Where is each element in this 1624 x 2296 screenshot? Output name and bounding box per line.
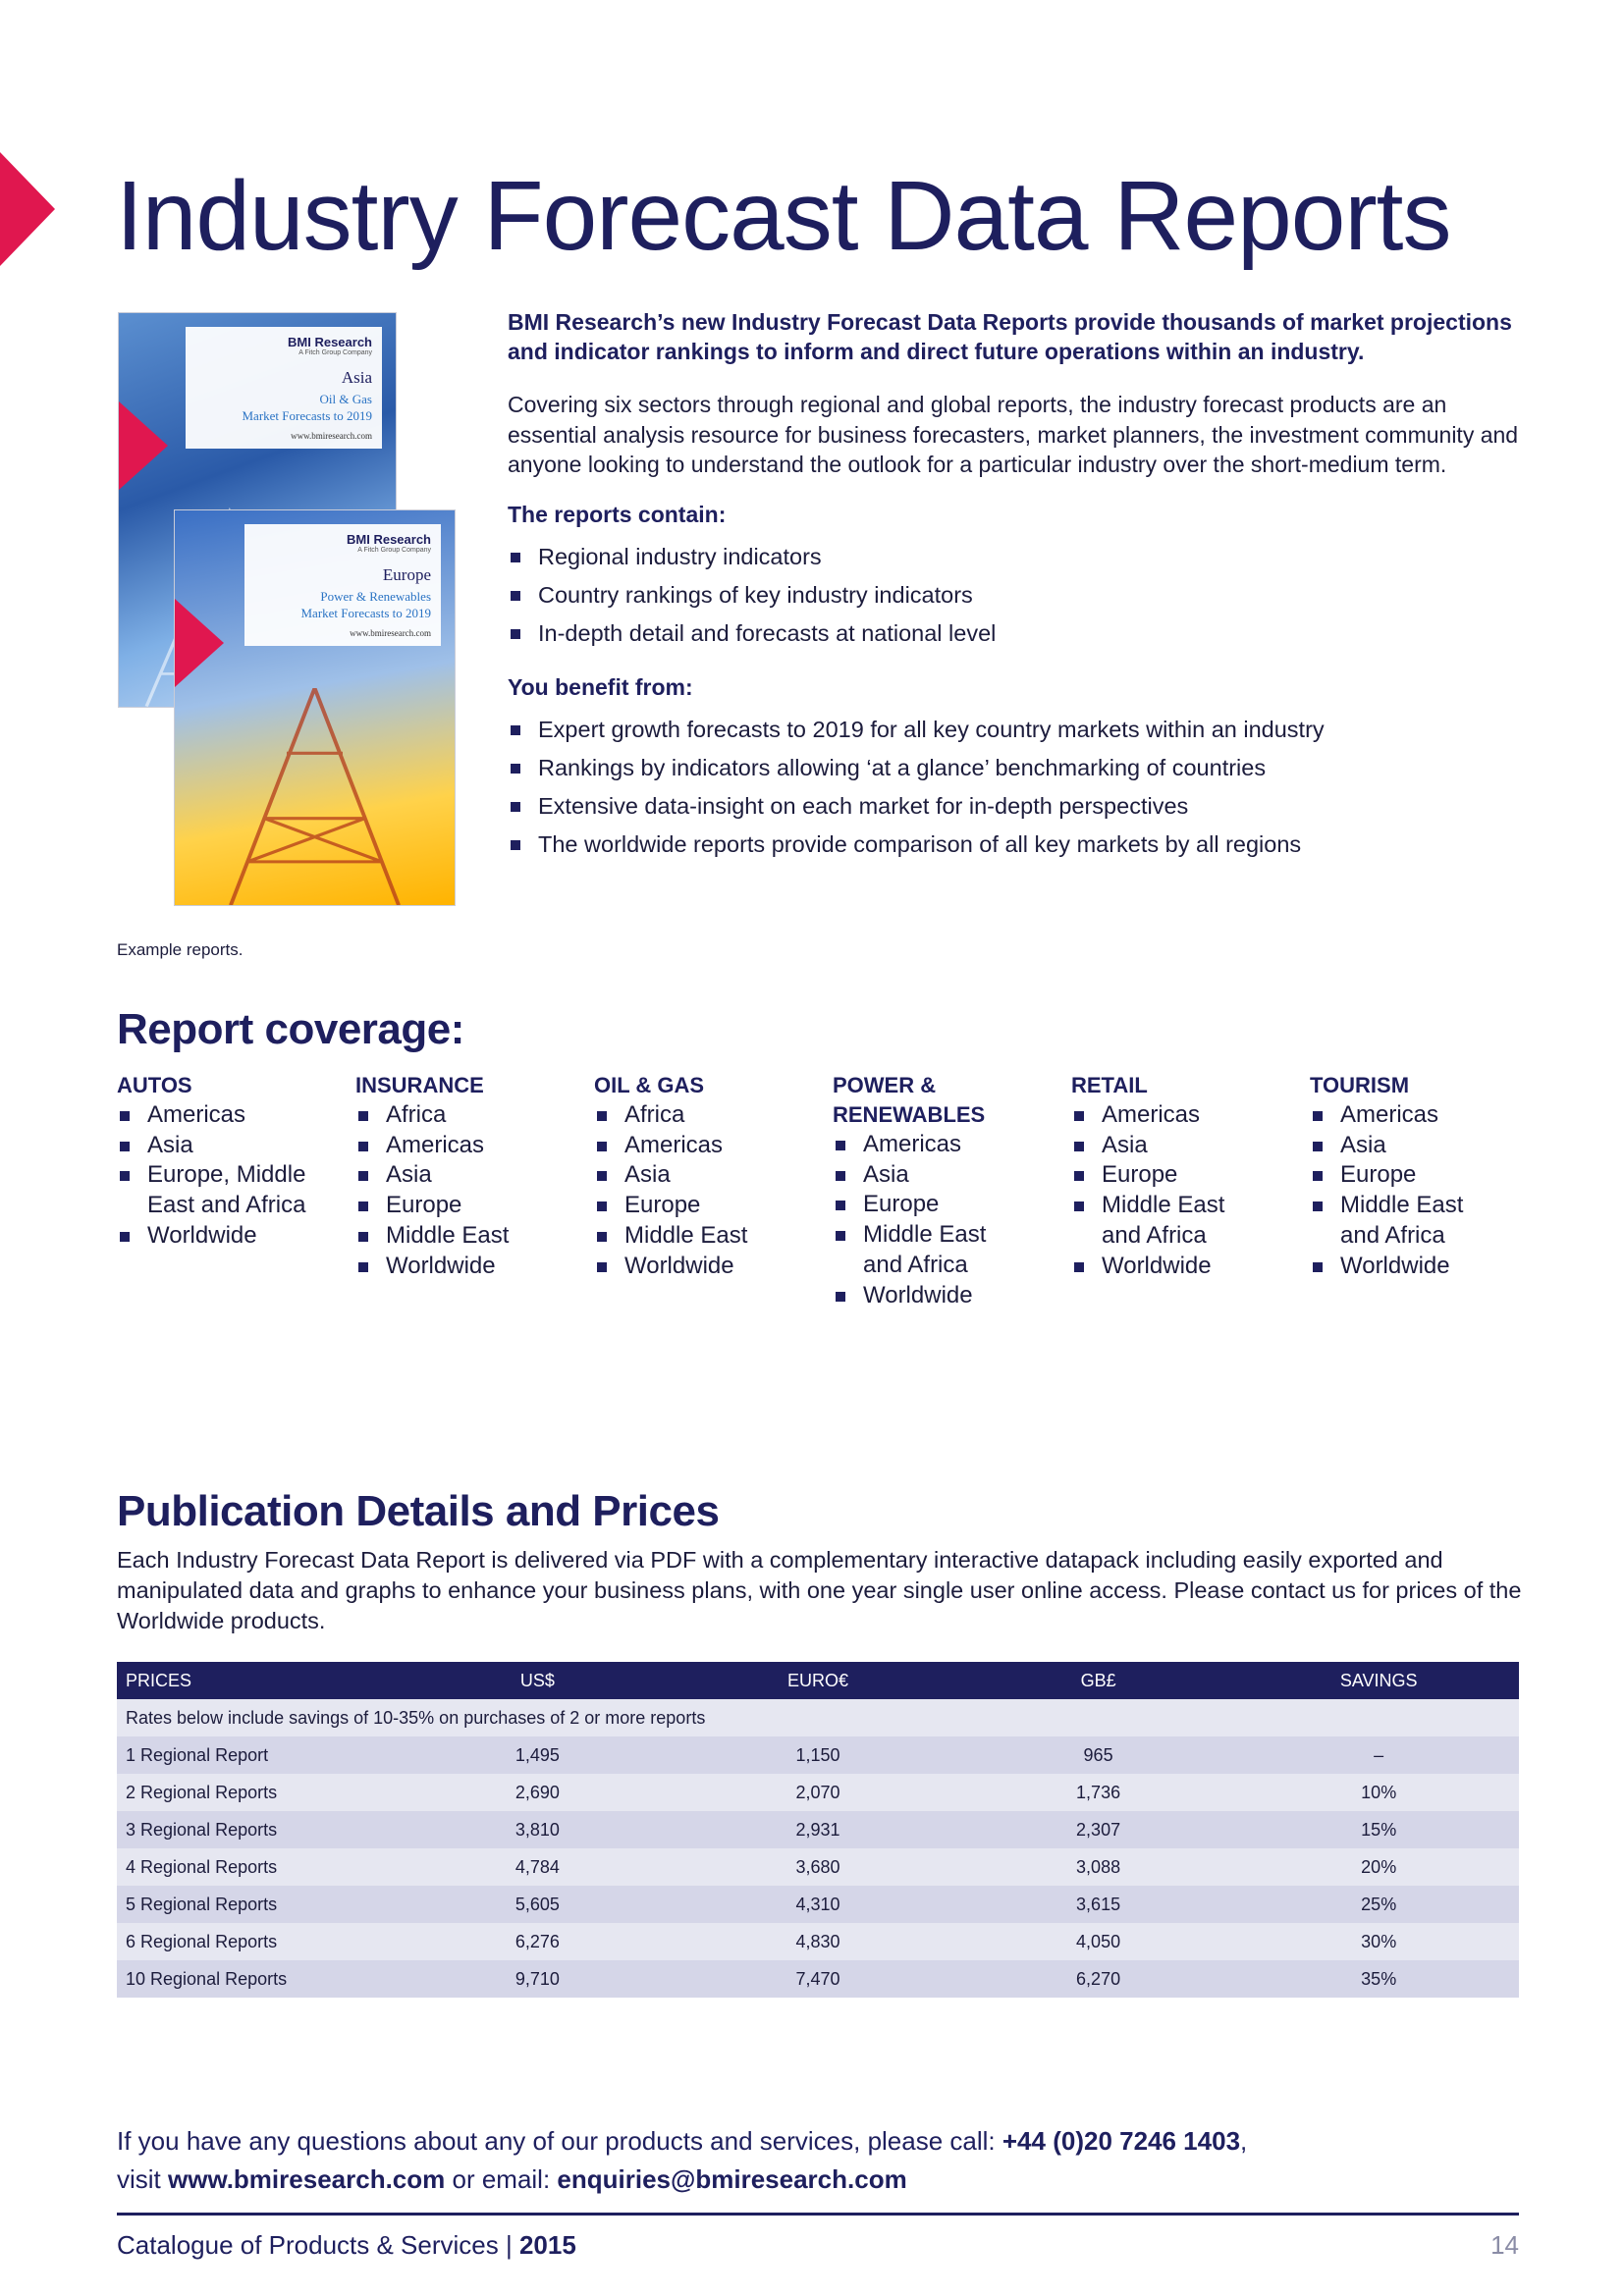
list-item: Middle East and Africa [1071, 1191, 1268, 1251]
contact-block [117, 2122, 1521, 2199]
cell-gbp: 4,050 [958, 1923, 1239, 1960]
list-item: In-depth detail and forecasts at national level [508, 614, 1519, 653]
list-item: Middle East [594, 1221, 820, 1252]
list-item: Country rankings of key industry indicators [508, 576, 1519, 614]
cell-gbp: 3,088 [958, 1848, 1239, 1886]
coverage-column-power-renewables [833, 1071, 1029, 1310]
report-cover-europe-power [174, 509, 456, 906]
list-item: Asia [1310, 1131, 1506, 1161]
page-number: 14 [1490, 2230, 1519, 2260]
cover-region: Asia [341, 368, 372, 387]
phone-number[interactable]: +44 (0)20 7246 1403 [1001, 2126, 1241, 2156]
coverage-column-autos [117, 1071, 343, 1252]
cover-brand: BMI Research [288, 335, 372, 349]
list-item: Regional industry indicators [508, 538, 1519, 576]
table-row [117, 1848, 1519, 1886]
coverage-list [594, 1100, 820, 1281]
contact-text: , [1240, 2126, 1248, 2156]
coverage-heading: POWER & RENEWABLES [833, 1073, 986, 1127]
coverage-column-retail [1071, 1071, 1268, 1281]
cell-label: 10 Regional Reports [117, 1960, 398, 1998]
cell-usd: 4,784 [398, 1848, 678, 1886]
table-row [117, 1960, 1519, 1998]
price-note: Rates below include savings of 10-35% on purchases of 2 or more reports [117, 1699, 1519, 1736]
table-row [117, 1886, 1519, 1923]
list-item: Europe, Middle East and Africa [117, 1160, 343, 1220]
coverage-title: Report coverage: [117, 1005, 464, 1053]
cell-usd: 9,710 [398, 1960, 678, 1998]
list-item: Expert growth forecasts to 2019 for all key country markets within an industry [508, 711, 1519, 749]
cell-euro: 2,931 [677, 1811, 958, 1848]
cover-arrow-icon [175, 599, 224, 687]
coverage-column-tourism [1310, 1071, 1506, 1281]
cell-label: 5 Regional Reports [117, 1886, 398, 1923]
cell-euro: 7,470 [677, 1960, 958, 1998]
cell-gbp: 3,615 [958, 1886, 1239, 1923]
cover-panel [244, 524, 441, 646]
cell-gbp: 965 [958, 1736, 1239, 1774]
list-item: Extensive data-insight on each market for in-depth perspectives [508, 787, 1519, 826]
coverage-column-insurance [355, 1071, 581, 1281]
cell-savings: 10% [1238, 1774, 1519, 1811]
table-note-row [117, 1699, 1519, 1736]
list-item: Rankings by indicators allowing ‘at a glance’ benchmarking of countries [508, 749, 1519, 787]
cover-sector: Power & Renewables [320, 589, 431, 604]
list-item: Europe [594, 1191, 820, 1221]
cell-usd: 3,810 [398, 1811, 678, 1848]
coverage-list [1071, 1100, 1268, 1281]
list-item: Worldwide [117, 1221, 343, 1252]
list-item: Europe [1310, 1160, 1506, 1191]
cell-usd: 2,690 [398, 1774, 678, 1811]
list-item: Middle East and Africa [833, 1220, 1029, 1280]
table-row [117, 1923, 1519, 1960]
list-item: Worldwide [1071, 1252, 1268, 1282]
cell-savings: 30% [1238, 1923, 1519, 1960]
list-item: Americas [833, 1130, 1029, 1160]
cover-sector: Oil & Gas [319, 392, 372, 406]
cover-brand: BMI Research [347, 532, 431, 547]
cover-url: www.bmiresearch.com [291, 430, 372, 441]
website-link[interactable]: www.bmiresearch.com [168, 2164, 446, 2194]
cell-euro: 3,680 [677, 1848, 958, 1886]
intro-body: Covering six sectors through regional and global reports, the industry forecast products are an essential analysis resource for business forecasters, market planners, the investment community and anyone looking to understand the outlook for a particular industry over the short-medium term. [508, 392, 1519, 477]
list-item: Worldwide [1310, 1252, 1506, 1282]
list-item: Americas [1071, 1100, 1268, 1131]
footer-catalogue [117, 2230, 576, 2261]
cover-photo-pylon [175, 688, 455, 905]
cell-gbp: 1,736 [958, 1774, 1239, 1811]
cell-label: 1 Regional Report [117, 1736, 398, 1774]
cover-subtitle: Market Forecasts to 2019 [242, 407, 372, 423]
list-item: Worldwide [594, 1252, 820, 1282]
col-header-euro: EURO€ [677, 1662, 958, 1699]
cell-label: 6 Regional Reports [117, 1923, 398, 1960]
coverage-heading: INSURANCE [355, 1073, 484, 1097]
cover-arrow-icon [119, 401, 168, 490]
cell-usd: 1,495 [398, 1736, 678, 1774]
contains-list [508, 538, 1519, 653]
cell-usd: 5,605 [398, 1886, 678, 1923]
cover-brand-sub: A Fitch Group Company [298, 349, 372, 356]
table-row [117, 1736, 1519, 1774]
contains-heading: The reports contain: [508, 501, 727, 527]
list-item: Americas [1310, 1100, 1506, 1131]
intro-section [508, 307, 1519, 885]
cover-brand-sub: A Fitch Group Company [357, 547, 431, 554]
contact-text: visit [117, 2164, 168, 2194]
list-item: Worldwide [355, 1252, 581, 1282]
cell-savings: 20% [1238, 1848, 1519, 1886]
cell-label: 4 Regional Reports [117, 1848, 398, 1886]
col-header-savings: SAVINGS [1238, 1662, 1519, 1699]
publication-title: Publication Details and Prices [117, 1487, 720, 1535]
cell-label: 2 Regional Reports [117, 1774, 398, 1811]
footer-year: 2015 [518, 2230, 576, 2260]
price-table [117, 1662, 1519, 1998]
coverage-list [1310, 1100, 1506, 1281]
cell-euro: 2,070 [677, 1774, 958, 1811]
table-row [117, 1811, 1519, 1848]
cell-savings: 15% [1238, 1811, 1519, 1848]
list-item: Europe [833, 1190, 1029, 1220]
col-header-usd: US$ [398, 1662, 678, 1699]
list-item: Asia [1071, 1131, 1268, 1161]
cell-savings: 25% [1238, 1886, 1519, 1923]
list-item: Middle East [355, 1221, 581, 1252]
intro-lead: BMI Research’s new Industry Forecast Data Reports provide thousands of market projections and indicator rankings to inform and direct future operations within an industry. [508, 309, 1512, 364]
list-item: Europe [355, 1191, 581, 1221]
section-arrow-icon [0, 152, 55, 266]
cell-savings: 35% [1238, 1960, 1519, 1998]
cell-gbp: 2,307 [958, 1811, 1239, 1848]
contact-text: or email: [445, 2164, 558, 2194]
benefit-list [508, 711, 1519, 864]
covers-caption: Example reports. [117, 940, 244, 959]
list-item: Asia [355, 1160, 581, 1191]
cell-euro: 4,830 [677, 1923, 958, 1960]
cell-label: 3 Regional Reports [117, 1811, 398, 1848]
table-row [117, 1774, 1519, 1811]
list-item: Americas [594, 1131, 820, 1161]
cell-savings: – [1238, 1736, 1519, 1774]
cell-gbp: 6,270 [958, 1960, 1239, 1998]
list-item: Middle East and Africa [1310, 1191, 1506, 1251]
coverage-list [833, 1130, 1029, 1310]
col-header-gbp: GB£ [958, 1662, 1239, 1699]
col-header-prices: PRICES [117, 1662, 398, 1699]
coverage-list [117, 1100, 343, 1252]
cover-region: Europe [382, 565, 431, 584]
list-item: Africa [594, 1100, 820, 1131]
publication-text: Each Industry Forecast Data Report is delivered via PDF with a complementary interactive datapack including easily exported and manipulated data and graphs to enhance your business plans, with one year single user online access. Please contact us for prices of the Worldwide products. [117, 1547, 1522, 1633]
cover-panel [186, 327, 382, 449]
benefit-heading: You benefit from: [508, 673, 693, 700]
list-item: Asia [117, 1131, 343, 1161]
cover-url: www.bmiresearch.com [350, 627, 431, 638]
coverage-heading: AUTOS [117, 1073, 192, 1097]
list-item: Americas [355, 1131, 581, 1161]
coverage-heading: RETAIL [1071, 1073, 1148, 1097]
list-item: The worldwide reports provide comparison of all key markets by all regions [508, 826, 1519, 864]
page-title: Industry Forecast Data Reports [116, 161, 1451, 271]
coverage-heading: OIL & GAS [594, 1073, 705, 1097]
table-header-row [117, 1662, 1519, 1699]
coverage-column-oil-gas [594, 1071, 820, 1281]
cover-subtitle: Market Forecasts to 2019 [300, 605, 431, 620]
coverage-heading: TOURISM [1310, 1073, 1410, 1097]
cell-usd: 6,276 [398, 1923, 678, 1960]
list-item: Asia [833, 1160, 1029, 1191]
cell-euro: 4,310 [677, 1886, 958, 1923]
footer-divider [117, 2213, 1519, 2216]
cell-euro: 1,150 [677, 1736, 958, 1774]
list-item: Asia [594, 1160, 820, 1191]
list-item: Europe [1071, 1160, 1268, 1191]
coverage-list [355, 1100, 581, 1281]
contact-text: If you have any questions about any of our products and services, please call: [117, 2126, 1002, 2156]
list-item: Africa [355, 1100, 581, 1131]
list-item: Americas [117, 1100, 343, 1131]
list-item: Worldwide [833, 1281, 1029, 1311]
email-link[interactable]: enquiries@bmiresearch.com [557, 2164, 907, 2194]
footer-catalogue-text: Catalogue of Products & Services | [117, 2230, 513, 2260]
